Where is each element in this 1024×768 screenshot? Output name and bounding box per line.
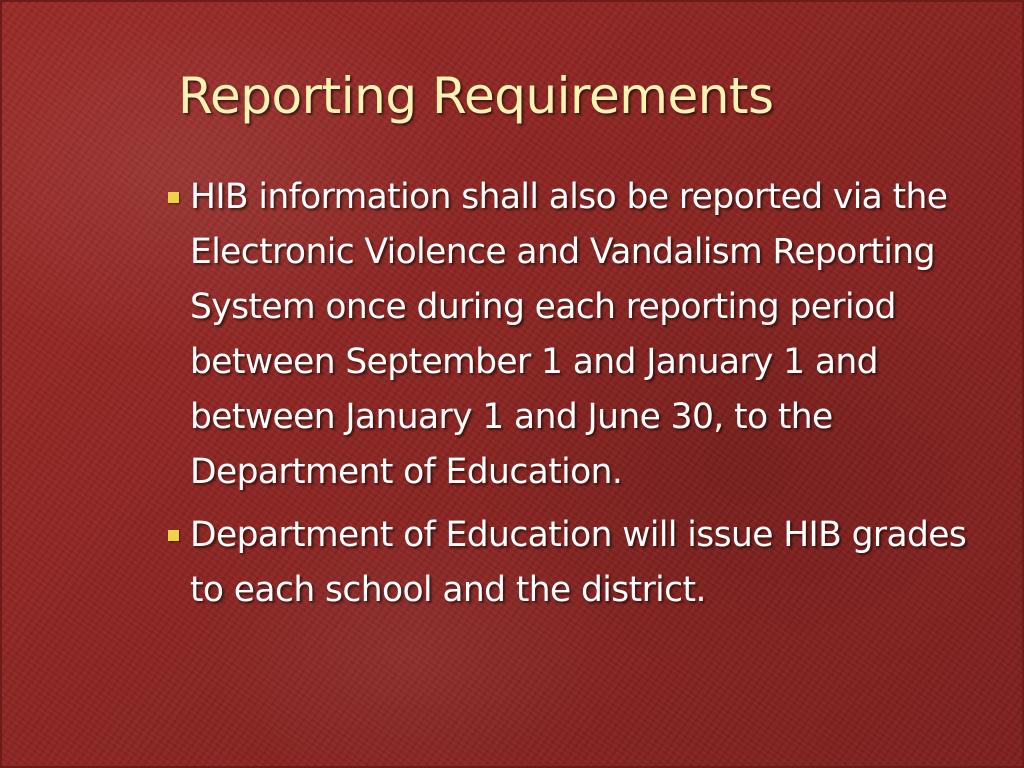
square-bullet-icon: [168, 530, 179, 541]
slide-title: Reporting Requirements: [178, 67, 774, 125]
bullet-item-reporting-system: [162, 170, 980, 500]
square-bullet-icon: [168, 192, 179, 203]
bullet-text: HIB information shall also be reported via the Electronic Violence and Vandalism Reporting System once during each reporting period between September 1 and January 1 and between January 1 and June 30, to the Department of Education.: [190, 177, 948, 492]
bullet-text: Department of Education will issue HIB grades to each school and the district.: [190, 515, 967, 610]
bullet-item-hib-grades: [162, 508, 980, 618]
bullet-list: [162, 170, 980, 626]
